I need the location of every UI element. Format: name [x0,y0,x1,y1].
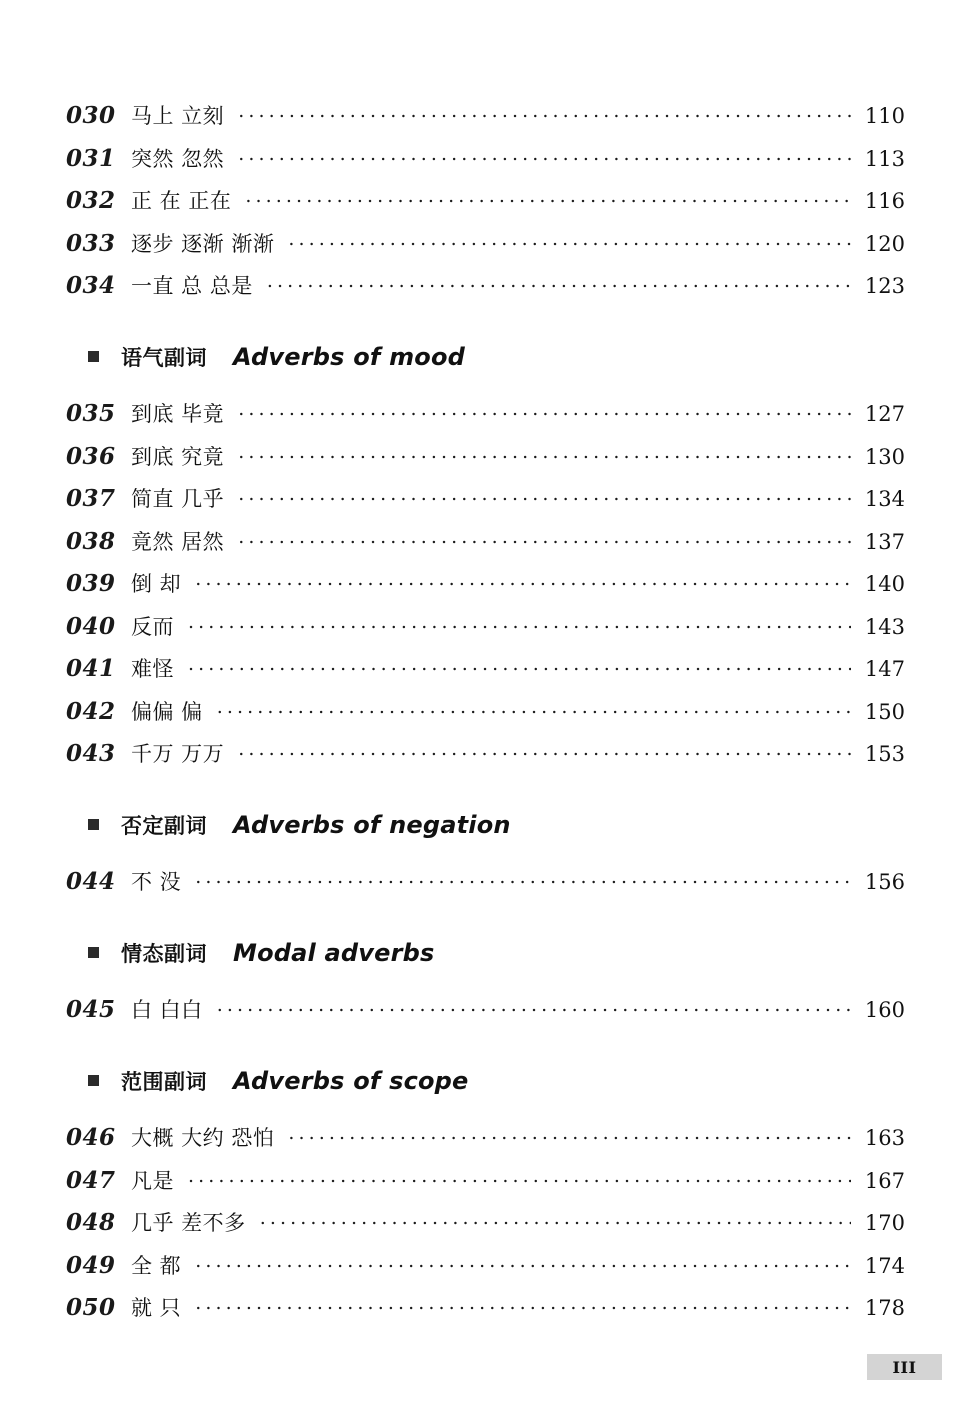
square-bullet-icon [88,819,99,830]
entry-number: 050 [66,1294,116,1321]
entry-number: 049 [66,1251,116,1279]
toc-entry[interactable] [0,738,960,781]
entry-page-number: 160 [864,998,905,1022]
leader-dots [188,1172,851,1188]
entry-title: 偏偏 偏 [131,699,203,724]
entry-title: 到底 究竟 [131,444,225,469]
entry-page-number: 150 [864,699,905,724]
entry-page-number: 178 [864,1296,905,1320]
leader-dots [238,490,851,506]
entry-page-number: 170 [864,1211,905,1235]
entry-page-number: 116 [864,189,905,213]
entry-page-number: 123 [864,274,905,298]
section-title-en: Adverbs of negation [233,810,511,839]
toc-entry[interactable] [0,228,960,271]
leader-dots [288,235,851,251]
entry-number: 038 [66,527,116,555]
entry-title: 几乎 差不多 [131,1211,246,1235]
toc-entry[interactable] [0,483,960,526]
entry-title: 突然 忽然 [131,146,225,171]
toc-entry[interactable] [0,441,960,484]
leader-dots [195,873,851,889]
toc-entry[interactable] [0,398,960,441]
entry-title: 白 白白 [131,998,203,1022]
entry-number: 044 [66,868,116,895]
leader-dots [188,660,851,676]
entry-title: 就 只 [131,1296,182,1320]
entry-number: 036 [66,442,116,470]
leader-dots [195,1299,851,1315]
section-header [0,336,960,379]
toc-entry[interactable] [0,185,960,228]
entry-title: 难怪 [131,657,174,681]
leader-dots [195,575,851,591]
entry-number: 031 [66,144,116,172]
entry-page-number: 120 [864,231,905,256]
section-title-cn: 语气副词 [121,345,207,370]
entry-number: 037 [66,485,116,512]
toc-entry[interactable] [0,1122,960,1165]
entry-title: 倒 却 [131,572,182,596]
entry-number: 035 [66,400,116,427]
toc-entry[interactable] [0,526,960,569]
leader-dots [217,1001,851,1017]
section-header [0,932,960,975]
entry-page-number: 127 [864,402,905,426]
toc-entry[interactable] [0,1250,960,1293]
entry-number: 040 [66,612,116,640]
entry-number: 043 [66,740,116,767]
entry-number: 045 [66,996,116,1023]
toc-entry[interactable] [0,1292,960,1335]
entry-page-number: 174 [864,1253,905,1278]
entry-title: 逐步 逐渐 渐渐 [131,231,275,256]
toc-entry[interactable] [0,100,960,143]
toc-entry[interactable] [0,994,960,1037]
leader-dots [238,448,851,464]
entry-page-number: 163 [864,1126,905,1150]
leader-dots [217,703,851,719]
entry-number: 048 [66,1209,116,1236]
toc-entry[interactable] [0,1165,960,1208]
leader-dots [238,150,851,166]
entry-title: 不 没 [131,870,182,894]
entry-page-number: 143 [864,614,905,639]
entry-number: 034 [66,272,116,299]
leader-dots [238,745,851,761]
section-title-cn: 否定副词 [121,813,207,838]
toc-entry[interactable] [0,866,960,909]
entry-title: 正 在 正在 [131,189,232,213]
toc-entry[interactable] [0,1207,960,1250]
page-number-label: III [892,1357,917,1377]
entry-page-number: 147 [864,657,905,681]
square-bullet-icon [88,947,99,958]
toc-entry[interactable] [0,143,960,186]
leader-dots [260,1214,851,1230]
entry-title: 全 都 [131,1253,182,1278]
section-title-en: Modal adverbs [233,938,435,967]
entry-page-number: 156 [864,870,905,894]
entry-number: 041 [66,655,116,682]
entry-title: 反而 [131,614,174,639]
entry-title: 一直 总 总是 [131,274,253,298]
entry-page-number: 137 [864,529,905,554]
entry-title: 千万 万万 [131,742,225,766]
page-number-tab [867,1354,942,1380]
entry-title: 凡是 [131,1168,174,1193]
section-title-en: Adverbs of mood [233,342,466,371]
entry-title: 到底 毕竟 [131,402,225,426]
entry-page-number: 153 [864,742,905,766]
leader-dots [238,107,851,123]
leader-dots [288,1129,851,1145]
leader-dots [238,533,851,549]
entry-page-number: 140 [864,572,905,596]
square-bullet-icon [88,351,99,362]
entry-title: 竟然 居然 [131,529,225,554]
entry-page-number: 134 [864,487,905,511]
entry-number: 047 [66,1166,116,1194]
entry-number: 042 [66,697,116,725]
toc-entry[interactable] [0,611,960,654]
entry-page-number: 167 [864,1168,905,1193]
entry-title: 简直 几乎 [131,487,225,511]
entry-title: 大概 大约 恐怕 [131,1126,275,1150]
leader-dots [188,618,851,634]
section-header [0,1060,960,1103]
leader-dots [245,192,851,208]
leader-dots [195,1257,851,1273]
section-title-cn: 情态副词 [121,941,207,966]
toc-entry[interactable] [0,696,960,739]
entry-number: 046 [66,1124,116,1151]
entry-number: 030 [66,102,116,129]
section-title-cn: 范围副词 [121,1069,207,1094]
entry-page-number: 110 [864,104,905,128]
square-bullet-icon [88,1075,99,1086]
toc-entry[interactable] [0,270,960,313]
entry-title: 马上 立刻 [131,104,225,128]
section-title-en: Adverbs of scope [233,1066,469,1095]
entry-number: 039 [66,570,116,597]
leader-dots [267,277,851,293]
toc-entry[interactable] [0,568,960,611]
toc-entry-list [0,100,960,1335]
entry-number: 033 [66,229,116,257]
leader-dots [238,405,851,421]
entry-page-number: 130 [864,444,905,469]
toc-entry[interactable] [0,653,960,696]
entry-page-number: 113 [864,146,905,171]
entry-number: 032 [66,187,116,214]
section-header [0,804,960,847]
